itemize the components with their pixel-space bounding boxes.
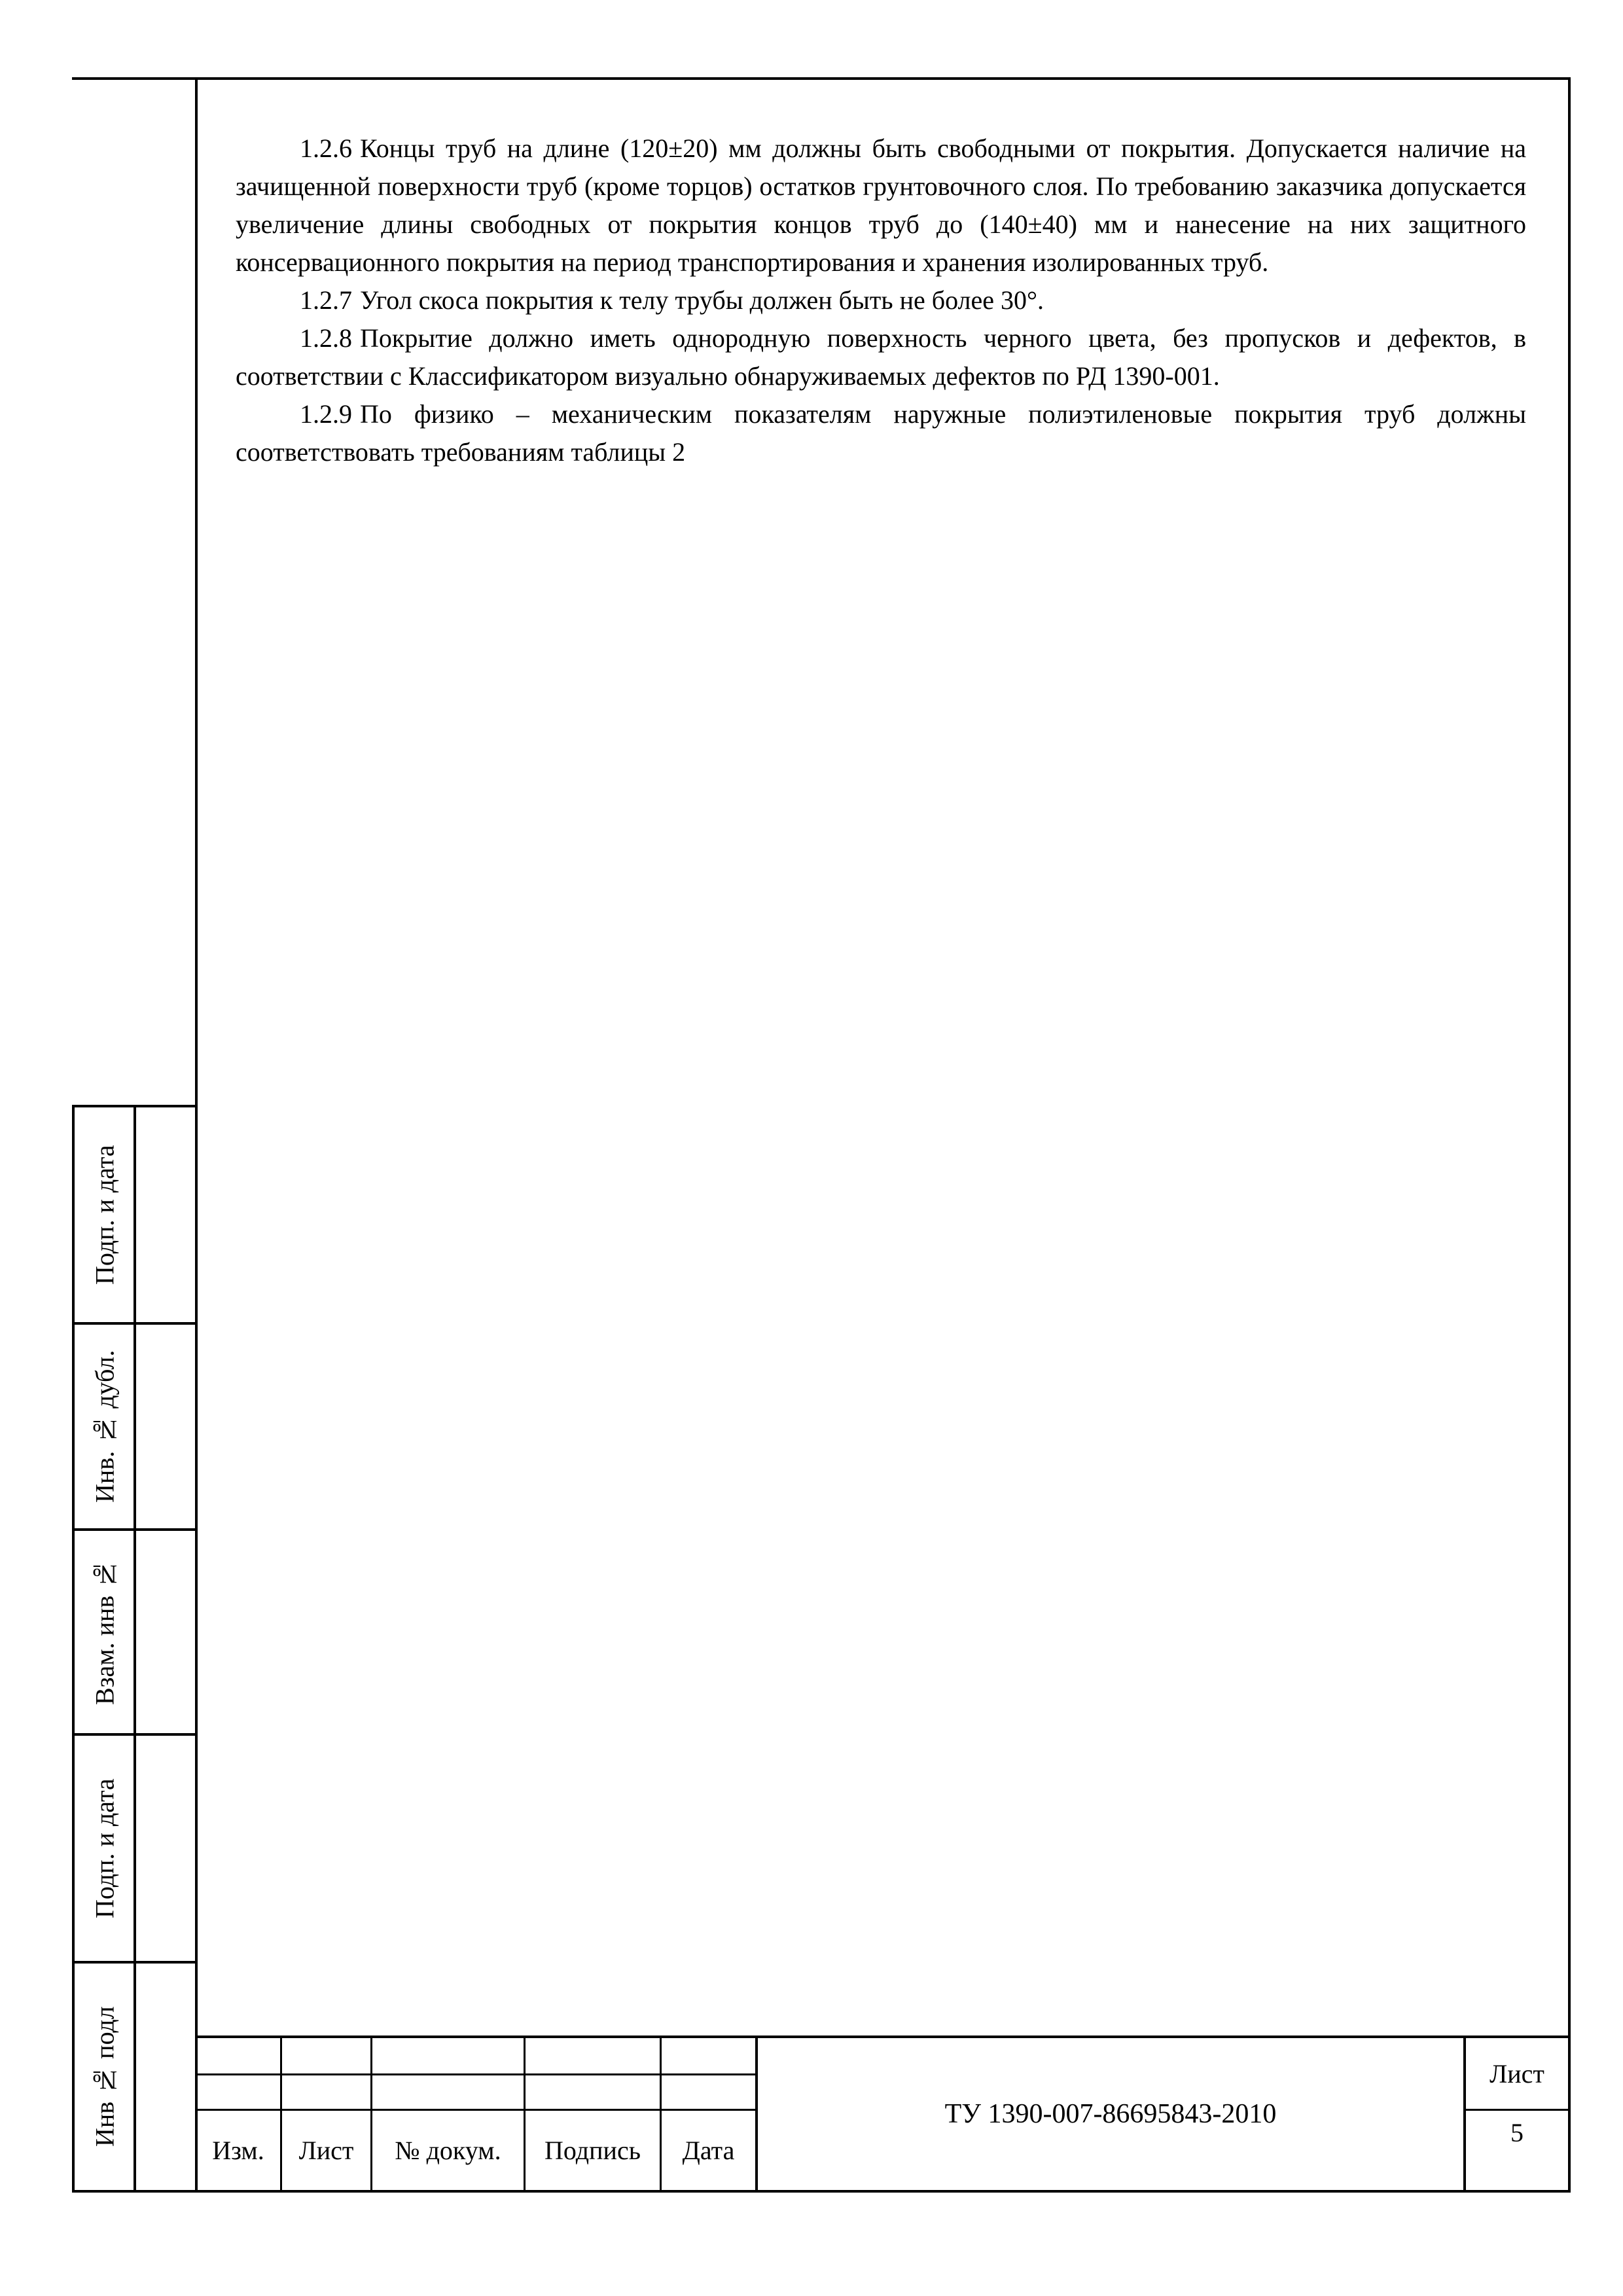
side-stamp-bottom [72, 2190, 196, 2193]
paragraph-text: Покрытие должно иметь однородную поверхность черного цвета, без пропусков и дефектов, в соответствии с Классификатором визуально обнаруживаемых дефектов по РД 1390-001. [236, 323, 1526, 391]
body-text [236, 130, 1526, 471]
col-doc-label: № докум. [395, 2136, 501, 2165]
sheet-label: Лист [1489, 2058, 1544, 2089]
title-block-row-1 [195, 2073, 757, 2075]
paragraph-1-2-6 [236, 130, 1526, 281]
col-date-label: Дата [682, 2136, 735, 2165]
side-stamp-inner-divider [134, 1105, 136, 2193]
side-stamp-outer-left [72, 1105, 75, 2193]
stamp-inv-dup-label: Инв. № дубл. [90, 1350, 120, 1503]
paragraph-number: 1.2.7 [300, 285, 352, 315]
paragraph-number: 1.2.8 [300, 323, 352, 353]
stamp-sign-date-label: Подп. и дата [90, 1145, 120, 1285]
stamp-sign-date-label-2: Подп. и дата [90, 1778, 120, 1918]
frame-right [1568, 77, 1571, 2193]
top-margin-line [72, 77, 196, 80]
col-list-label: Лист [298, 2136, 354, 2165]
paragraph-1-2-8 [236, 319, 1526, 395]
col-izm-label: Изм. [212, 2136, 264, 2165]
stamp-replace-inv-label: Взам. инв № [90, 1559, 120, 1705]
paragraph-number: 1.2.9 [300, 399, 352, 429]
sheet-number: 5 [1510, 2118, 1524, 2147]
paragraph-1-2-7 [236, 281, 1526, 319]
frame-bottom [195, 2190, 1571, 2193]
document-code: ТУ 1390-007-86695843-2010 [944, 2099, 1277, 2129]
paragraph-text: По физико – механическим показателям наружные полиэтиленовые покрытия труб должны соответствовать требованиям таблицы 2 [236, 399, 1526, 467]
col-sign-label: Подпись [544, 2136, 641, 2165]
stamp-inv-orig-label: Инв № подл [90, 2006, 120, 2147]
frame-left [195, 77, 198, 2193]
paragraph-number: 1.2.6 [300, 134, 352, 163]
frame-top [195, 77, 1571, 80]
paragraph-text: Угол скоса покрытия к телу трубы должен быть не более 30°. [360, 285, 1044, 315]
paragraph-text: Концы труб на длине (120±20) мм должны быть свободными от покрытия. Допускается наличие на зачищенной поверхности труб (кроме торцов) остатков грунтовочного слоя. По требованию заказчика допускается увеличение длины свободных от покрытия концов труб до (140±40) мм и нанесение на них защитного консервационного покрытия на период транспортирования и хранения изолированных труб. [236, 134, 1526, 277]
paragraph-1-2-9 [236, 395, 1526, 471]
